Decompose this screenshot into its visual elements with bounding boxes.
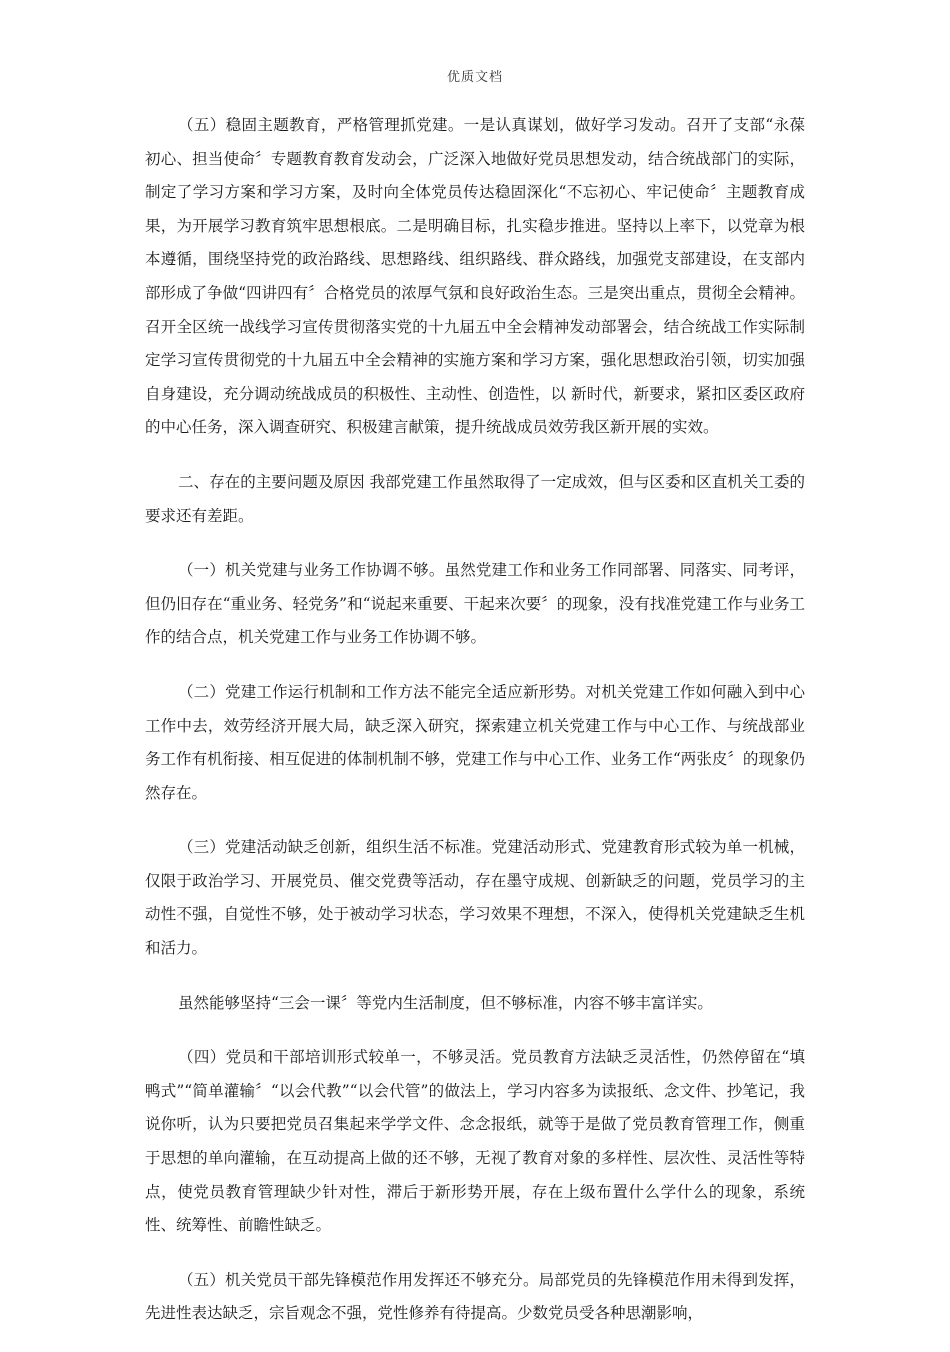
paragraph-problem-1: （一）机关党建与业务工作协调不够。虽然党建工作和业务工作同部署、同落实、同考评，但仍旧存在“重业务、轻党务”和“说起来重要、干起来次要〞的现象，没有找准党建工作与业务工作的结合点，机关党建工作与业务工作协调不够。 xyxy=(145,561,805,647)
paragraph-problem-4: （四）党员和干部培训形式较单一，不够灵活。党员教育方法缺乏灵活性，仍然停留在“填鸭式”“简单灌输〞“以会代教”“以会代管”的做法上，学习内容多为读报纸、念文件、抄笔记，我说你听，认为只要把党员召集起来学学文件、念念报纸，就等于是做了党员教育管理工作，侧重于思想的单向灌输，在互动提高上做的还不够，无视了教育对象的多样性、层次性、灵活性等特点，使党员教育管理缺少针对性，滞后于新形势开展，存在上级布置什么学什么的现象，系统性、统筹性、前瞻性缺乏。 xyxy=(145,1048,805,1235)
paragraph-section-5-theme-education: （五）稳固主题教育，严格管理抓党建。一是认真谋划，做好学习发动。召开了支部“永葆初心、担当使命〞专题教育教育发动会，广泛深入地做好党员思想发动，结合统战部门的实际，制定了学习方案和学习方案，及时向全体党员传达稳固深化“不忘初心、牢记使命〞主题教育成果，为开展学习教育筑牢思想根底。二是明确目标，扎实稳步推进。坚持以上率下，以党章为根本遵循，围绕坚持党的政治路线、思想路线、组织路线、群众路线，加强党支部建设，在支部内部形成了争做“四讲四有〞合格党员的浓厚气氛和良好政治生态。三是突出重点，贯彻全会精神。召开全区统一战线学习宣传贯彻落实党的十九届五中全会精神发动部署会，结合统战工作实际制定学习宣传贯彻党的十九届五中全会精神的实施方案和学习方案，强化思想政治引领，切实加强自身建设，充分调动统战成员的积极性、主动性、创造性，以 新时代，新要求，紧扣区委区政府的中心任务，深入调查研究、积极建言献策，提升统战成员效劳我区新开展的实效。 xyxy=(145,116,805,437)
paragraph-problem-2: （二）党建工作运行机制和工作方法不能完全适应新形势。对机关党建工作如何融入到中心工作中去，效劳经济开展大局，缺乏深入研究，探索建立机关党建工作与中心工作、与统战部业务工作有机衔接、相互促进的体制机制不够，党建工作与中心工作、业务工作“两张皮〞的现象仍然存在。 xyxy=(145,682,805,802)
document-body xyxy=(145,109,805,1352)
paragraph-problem-5: （五）机关党员干部先锋模范作用发挥还不够充分。局部党员的先锋模范作用未得到发挥，先进性表达缺乏，宗旨观念不强，党性修养有待提高。少数党员受各种思潮影响， xyxy=(145,1270,805,1323)
paragraph-problem-3-note: 虽然能够坚持“三会一课〞等党内生活制度，但不够标准，内容不够丰富详实。 xyxy=(178,993,713,1012)
page-header: 优质文档 xyxy=(446,70,503,85)
paragraph-problems-heading: 二、存在的主要问题及原因 我部党建工作虽然取得了一定成效，但与区委和区直机关工委的要求还有差距。 xyxy=(145,472,805,525)
paragraph-problem-3: （三）党建活动缺乏创新，组织生活不标准。党建活动形式、党建教育形式较为单一机械，仅限于政治学习、开展党员、催交党费等活动，存在墨守成规、创新缺乏的问题，党员学习的主动性不强，自觉性不够，处于被动学习状态，学习效果不理想，不深入，使得机关党建缺乏生机和活力。 xyxy=(145,838,805,958)
